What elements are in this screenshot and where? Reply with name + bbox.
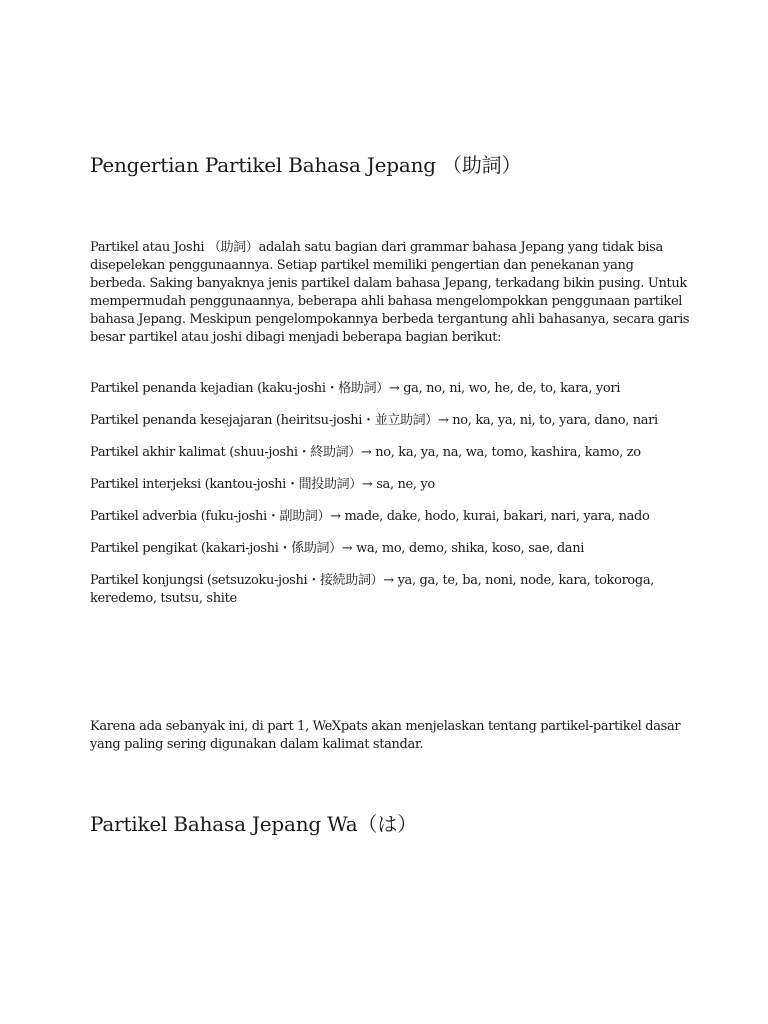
section-heading-pengertian: Pengertian Partikel Bahasa Jepang （助詞） <box>90 153 522 177</box>
list-item: Partikel pengikat (kakari-joshi・係助詞）→ wa, mo, demo, shika, koso, sae, dani <box>90 541 585 556</box>
list-item: Partikel adverbia (fuku-joshi・副助詞）→ made, dake, hodo, kurai, bakari, nari, yara, nado <box>90 509 650 524</box>
list-item: Partikel konjungsi (setsuzoku-joshi・接続助詞）→ ya, ga, te, ba, noni, node, kara, tokoroga, keredemo, tsutsu, shite <box>90 573 655 606</box>
list-item: Partikel penanda kejadian (kaku-joshi・格助詞）→ ga, no, ni, wo, he, de, to, kara, yori <box>90 381 621 396</box>
list-item: Partikel akhir kalimat (shuu-joshi・終助詞）→ no, ka, ya, na, wa, tomo, kashira, kamo, zo <box>90 445 641 460</box>
intro-paragraph: Partikel atau Joshi （助詞）adalah satu bagian dari grammar bahasa Jepang yang tidak bisa disepelekan penggunaannya. Setiap partikel memiliki pengertian dan penekanan yang berbeda. Saking banyaknya jenis partikel dalam bahasa Jepang, terkadang bikin pusing. Untuk mempermudah penggunaannya, beberapa ahli bahasa mengelompokkan penggunaan partikel bahasa Jepang. Meskipun pengelompokannya berbeda tergantung ahli bahasanya, secara garis besar partikel atau joshi dibagi menjadi beberapa bagian berikut: <box>90 240 690 345</box>
list-item: Partikel interjeksi (kantou-joshi・間投助詞）→ sa, ne, yo <box>90 477 435 492</box>
particle-type-list <box>90 380 690 622</box>
list-item: Partikel penanda kesejajaran (heiritsu-joshi・並立助詞）→ no, ka, ya, ni, to, yara, dano, nari <box>90 413 658 428</box>
closing-paragraph: Karena ada sebanyak ini, di part 1, WeXpats akan menjelaskan tentang partikel-partikel dasar yang paling sering digunakan dalam kalimat standar. <box>90 719 681 752</box>
section-heading-wa: Partikel Bahasa Jepang Wa（は） <box>90 812 417 836</box>
